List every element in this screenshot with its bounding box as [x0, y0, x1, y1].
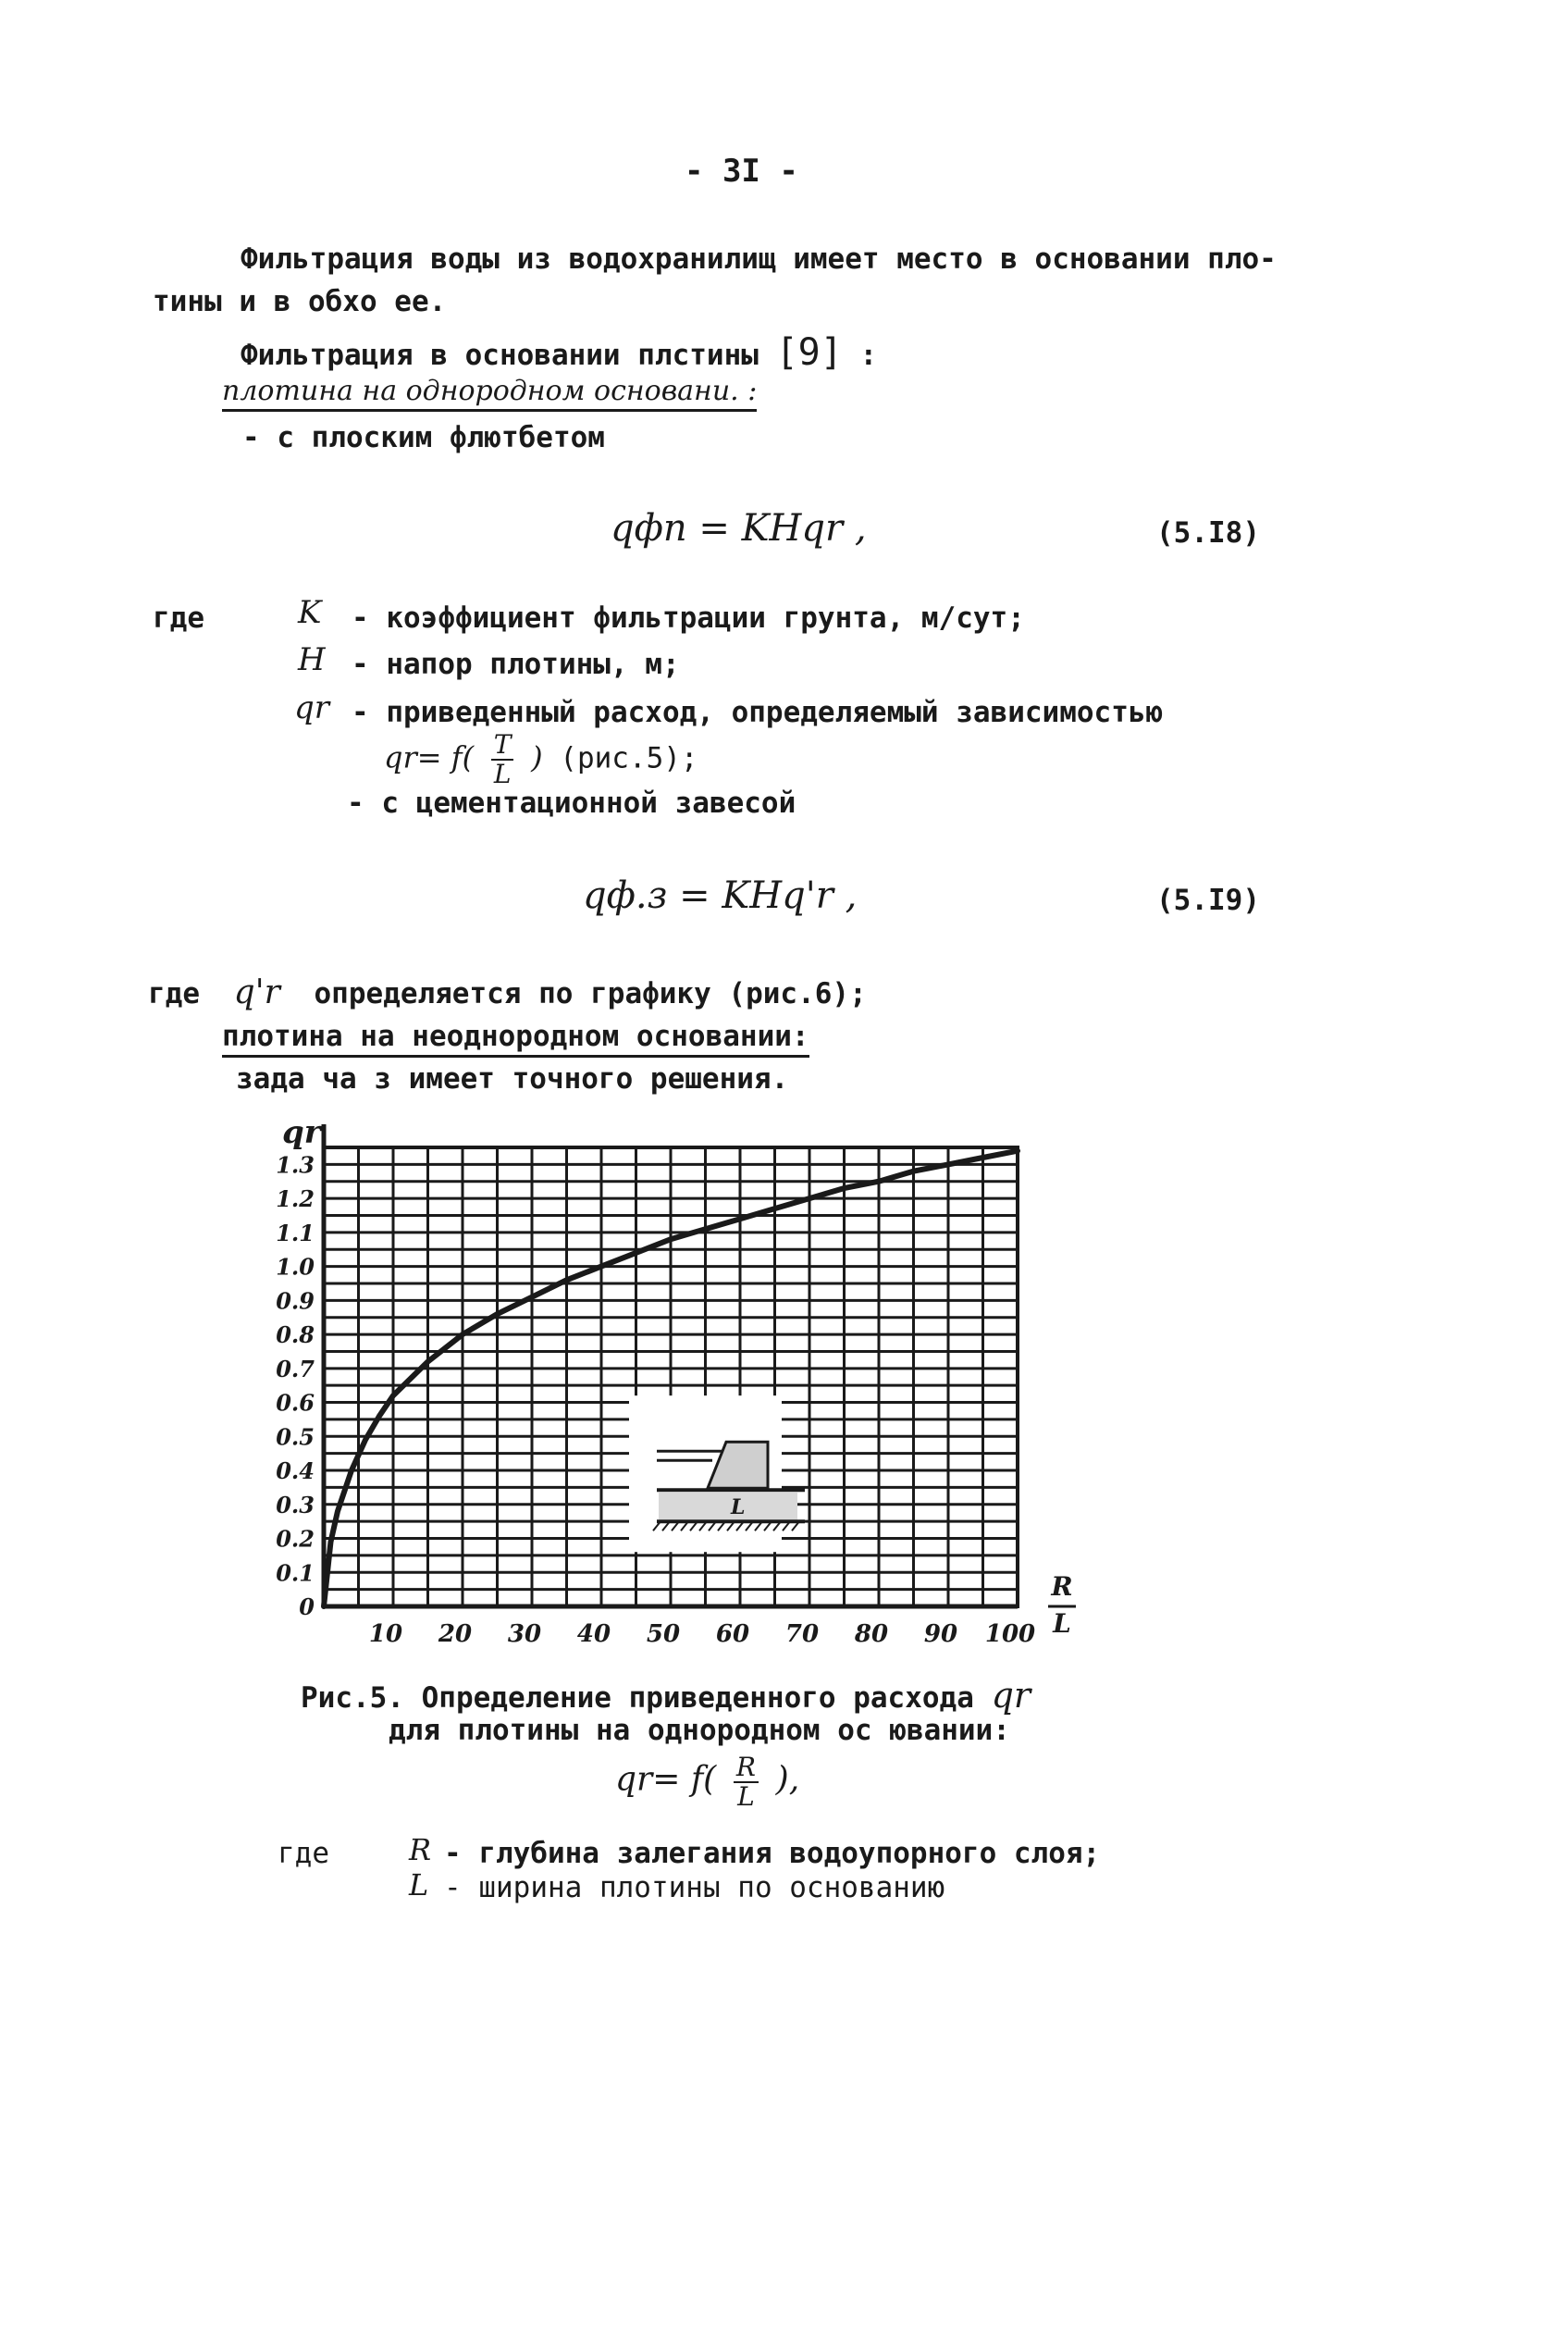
permeable-soil [659, 1492, 797, 1519]
dependency-denominator: L [493, 759, 512, 789]
caption-formula-rhs: ), [775, 1760, 800, 1799]
formula-5-18-rhs: = KHqr , [698, 507, 867, 550]
equation-number-5-19: (5.I9) [1156, 884, 1260, 917]
section-heading-colon: : [859, 339, 878, 372]
definition-k: - коэффициент фильтрации грунта, м/сут; [352, 601, 1025, 635]
reference-link[interactable]: [9] [775, 331, 843, 374]
section-heading-text: Фильтрация в основании плстины [241, 339, 759, 372]
x-tick-label: 50 [646, 1620, 681, 1648]
figure-5-chart [259, 1110, 1110, 1673]
caption-symbol-l: L [409, 1867, 429, 1902]
dependency-rhs: ) [531, 739, 543, 775]
dam-cross-section-inset [629, 1395, 805, 1552]
definition-qr: - приведенный расход, определяемый зависимостью [352, 696, 1164, 729]
intro-line-1: Фильтрация воды из водохранилищ имеет место в основании пло- [241, 242, 1277, 276]
where-qr-prime-text[interactable]: определяется по графику (рис.6); [314, 977, 867, 1010]
symbol-qr: qr [294, 689, 330, 726]
y-tick-label: 0.2 [276, 1525, 315, 1553]
x-tick-label: 30 [507, 1620, 542, 1648]
case-flat-apron: - с плоским флютбетом [242, 421, 605, 454]
subheading-heterogeneous: плотина на неоднородном основании: [222, 1020, 809, 1058]
y-tick-label: 1.0 [276, 1253, 315, 1281]
y-tick-label: 0 [299, 1593, 315, 1620]
y-tick-label: 0.5 [276, 1423, 315, 1451]
x-tick-label: 70 [784, 1620, 820, 1648]
caption-definition-r: - глубина залегания водоупорного слоя; [444, 1837, 1101, 1870]
caption-symbol-r: R [409, 1832, 432, 1867]
qr-vs-r-over-l-chart [259, 1110, 1110, 1666]
y-tick-label: 0.4 [276, 1457, 315, 1485]
figure-caption-formula [615, 1754, 799, 1811]
y-tick-label: 0.3 [276, 1491, 315, 1518]
no-exact-solution-text: зада ча з имеет точного решения. [236, 1062, 789, 1096]
figure-caption-line-1 [301, 1675, 1031, 1716]
y-tick-label: 0.6 [276, 1389, 315, 1417]
formula-5-18-lhs: qфп [611, 507, 687, 550]
y-tick-label: 0.9 [276, 1287, 315, 1315]
formula-5-18 [611, 507, 867, 550]
caption-where-label: где [278, 1837, 329, 1870]
x-tick-label: 10 [368, 1620, 403, 1648]
definition-h: - напор плотины, м; [352, 648, 680, 681]
figure-caption-text: Рис.5. Определение приведенного расхода [301, 1681, 974, 1715]
x-axis-label-denominator: L [1053, 1608, 1071, 1639]
y-tick-label: 1.1 [276, 1219, 315, 1246]
subheading-homogeneous: плотина на однородном основани. : [222, 375, 757, 412]
where-qr-prime-label: где [148, 977, 200, 1010]
x-tick-label: 20 [438, 1620, 473, 1648]
dependency-fraction [491, 731, 514, 788]
y-tick-label: 0.1 [276, 1559, 315, 1587]
x-tick-label: 100 [984, 1620, 1036, 1648]
x-tick-label: 40 [576, 1620, 611, 1648]
inset-width-label: L [731, 1495, 746, 1520]
symbol-h: H [298, 641, 326, 678]
x-tick-label: 80 [854, 1620, 889, 1648]
section-heading [241, 331, 877, 374]
y-tick-label: 0.8 [276, 1321, 315, 1349]
dependency-figure-ref[interactable]: (рис.5); [560, 741, 698, 775]
symbol-qr-prime: q'r [233, 973, 280, 1011]
symbol-k: K [298, 594, 322, 631]
y-tick-label: 1.2 [276, 1185, 315, 1213]
y-tick-label: 1.3 [276, 1151, 315, 1179]
y-axis-label: qr [282, 1114, 321, 1151]
x-tick-label: 60 [715, 1620, 750, 1648]
dependency-formula [384, 731, 698, 788]
x-tick-labels [369, 1620, 1035, 1648]
caption-formula-fraction [734, 1754, 759, 1811]
formula-5-19-lhs: qф.з [583, 874, 668, 917]
where-qr-prime [148, 973, 867, 1011]
intro-line-2: тины и в обхо ее. [153, 285, 447, 318]
dependency-numerator: T [491, 731, 514, 761]
y-tick-label: 0.7 [276, 1355, 315, 1382]
figure-caption-line-2: для плотины на однородном ос ювании: [389, 1714, 1010, 1747]
y-tick-labels [276, 1151, 315, 1620]
formula-5-19-rhs: = KHq'r , [679, 874, 858, 917]
formula-5-19 [583, 874, 857, 917]
equation-number-5-18: (5.I8) [1156, 516, 1260, 550]
caption-formula-lhs: qr= f( [615, 1760, 717, 1799]
x-axis-label-numerator: R [1051, 1571, 1073, 1602]
figure-caption-symbol: qr [991, 1675, 1031, 1716]
where-label: где [153, 601, 204, 635]
caption-formula-numerator: R [734, 1754, 759, 1783]
case-grout-curtain: - с цементационной завесой [347, 787, 796, 820]
caption-definition-l: - ширина плотины по основанию [444, 1871, 945, 1904]
dependency-lhs: qr= f( [384, 739, 475, 775]
caption-formula-denominator: L [737, 1781, 755, 1812]
x-tick-label: 90 [923, 1620, 958, 1648]
page-number: - 3I - [685, 153, 798, 190]
